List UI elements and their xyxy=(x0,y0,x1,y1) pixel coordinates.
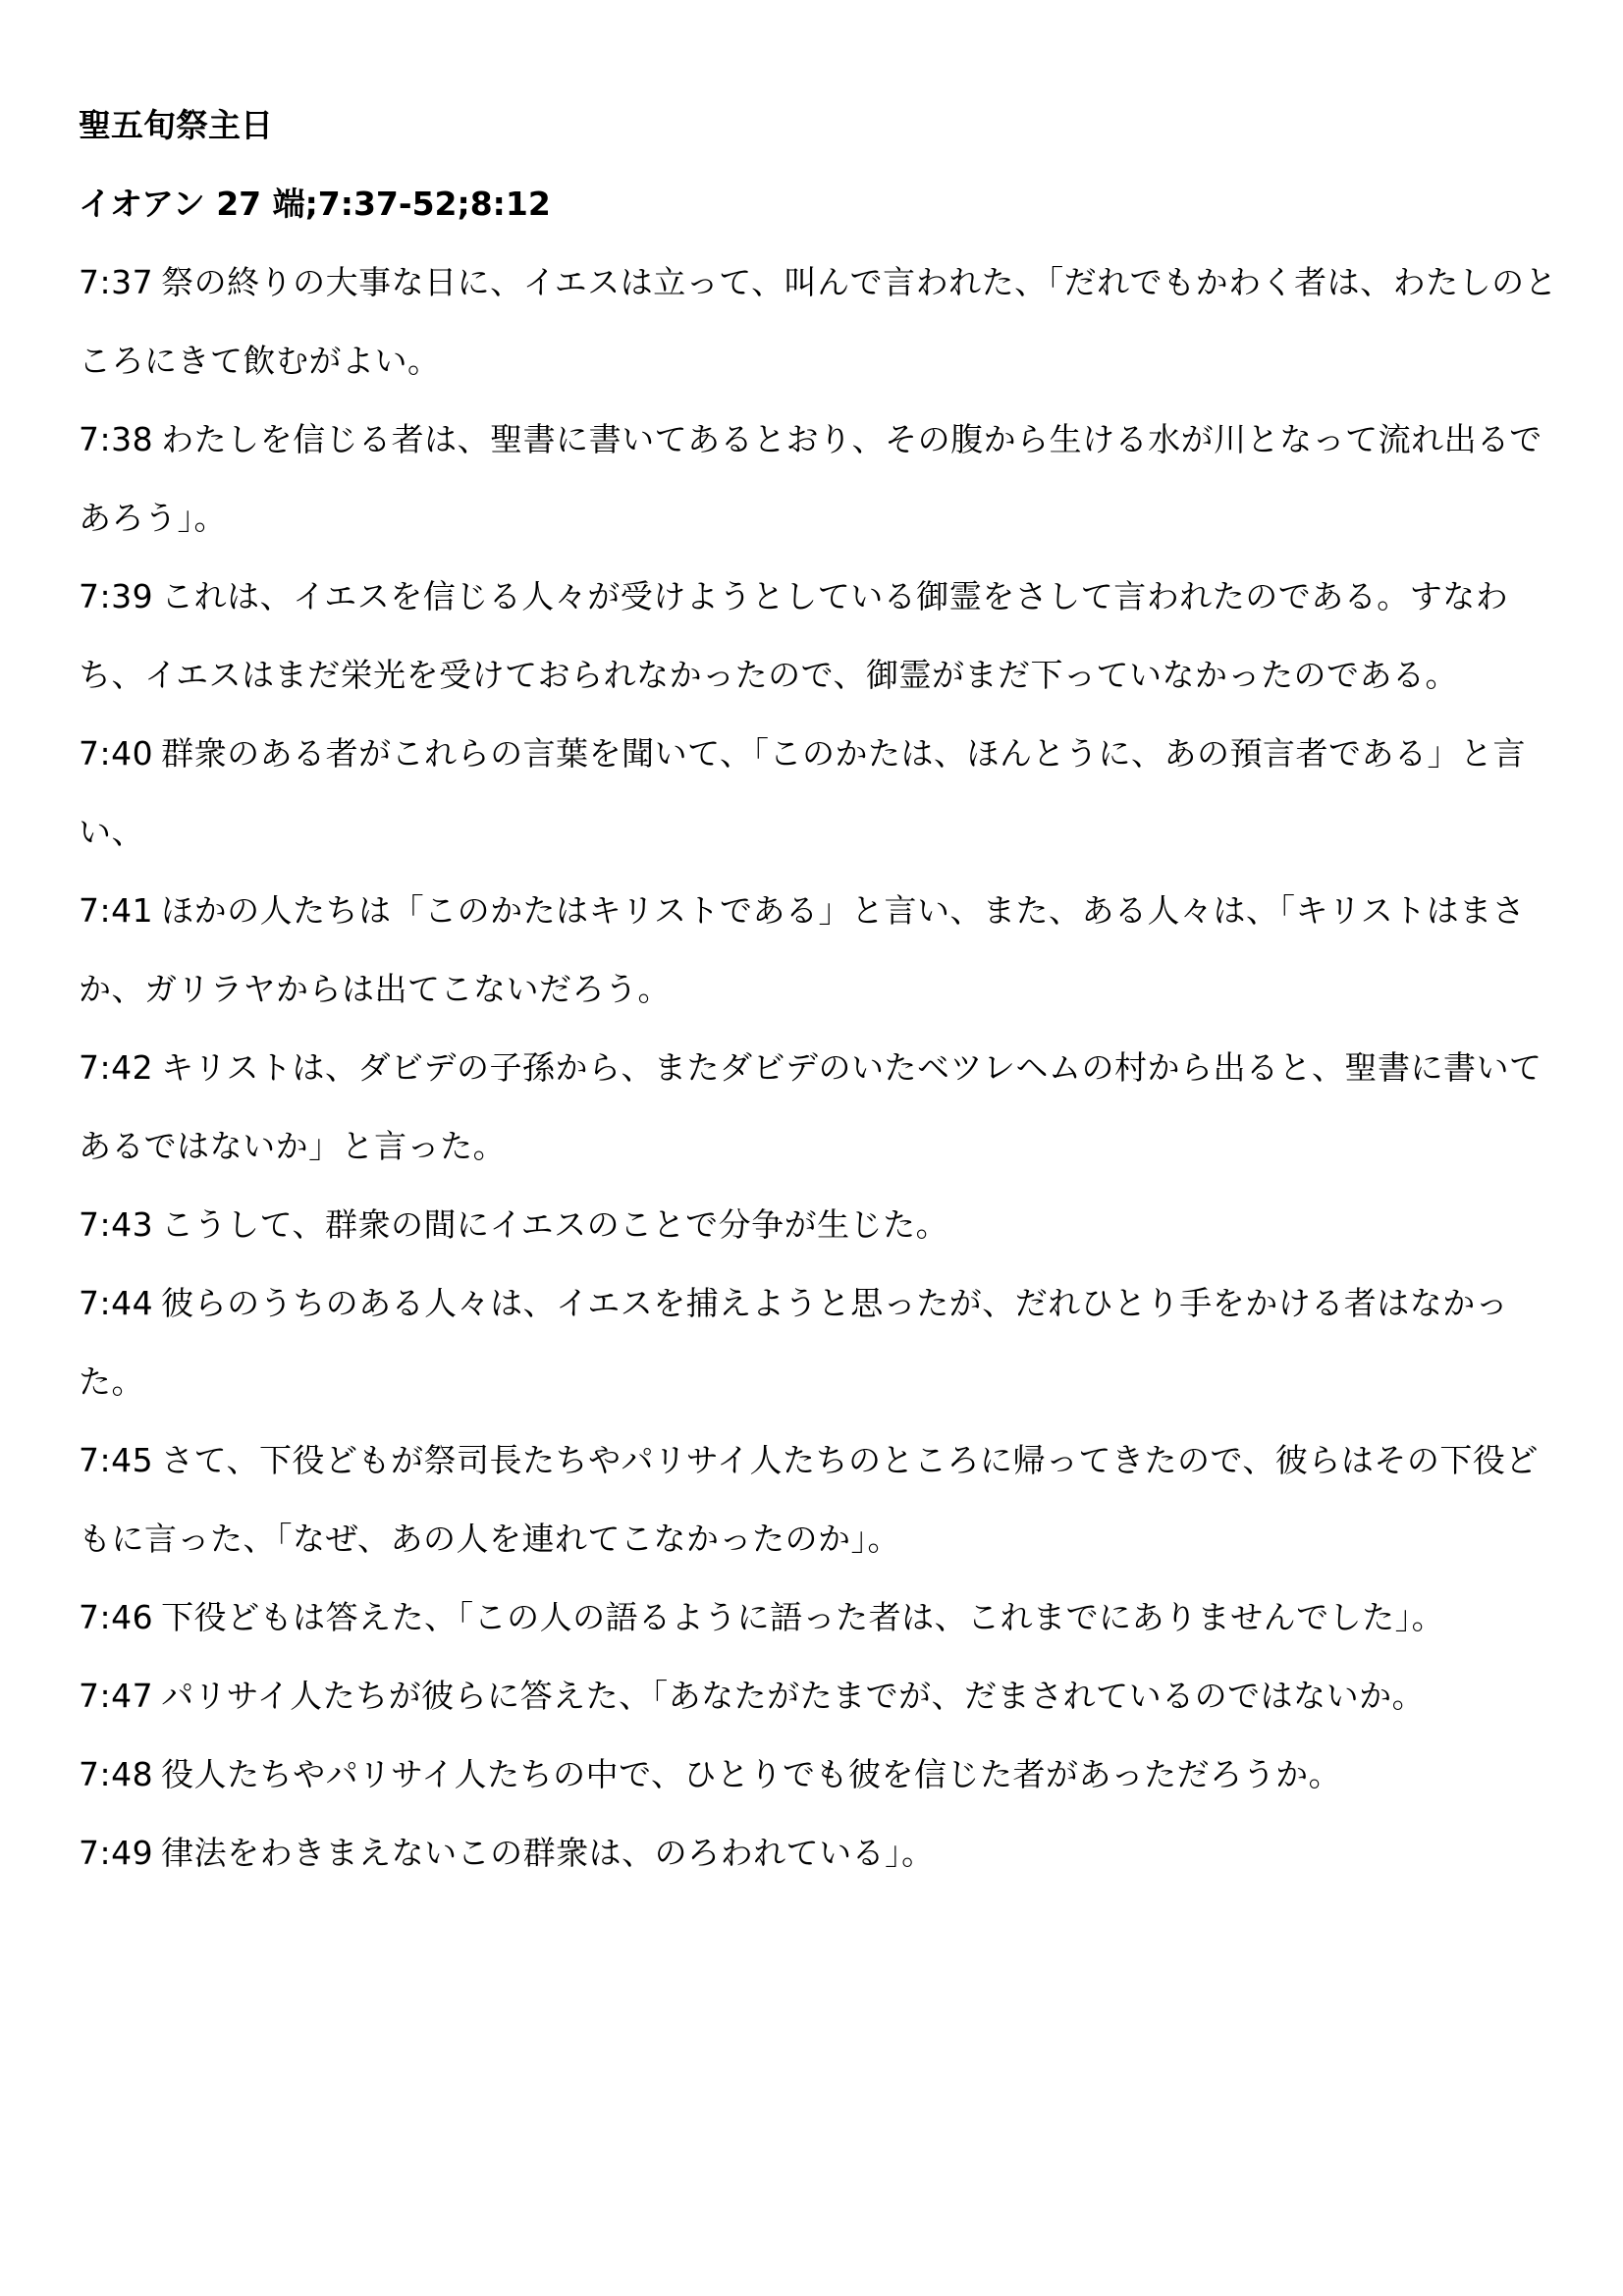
verse-ref: 7:39 xyxy=(79,577,154,615)
verse-7-37 xyxy=(79,243,1571,400)
verse-text: これは、イエスを信じる人々が受けようとしている御霊をさして言われたのである。すなわち、イエスはまだ栄光を受けておられなかったので、御霊がまだ下っていなかったのである。 xyxy=(79,577,1509,694)
verse-ref: 7:41 xyxy=(79,891,154,930)
verse-7-49 xyxy=(79,1814,1571,1893)
verse-7-41 xyxy=(79,872,1571,1029)
verse-7-48 xyxy=(79,1735,1571,1814)
verse-ref: 7:43 xyxy=(79,1205,154,1244)
verse-list xyxy=(79,243,1571,1893)
verse-ref: 7:40 xyxy=(79,734,154,773)
verse-ref: 7:44 xyxy=(79,1284,154,1322)
verse-text: キリストは、ダビデの子孫から、またダビデのいたベツレヘムの村から出ると、聖書に書いてあるではないか」と言った。 xyxy=(79,1048,1542,1165)
verse-7-39 xyxy=(79,558,1571,715)
verse-text: わたしを信じる者は、聖書に書いてあるとおり、その腹から生ける水が川となって流れ出るであろう」。 xyxy=(79,420,1542,537)
verse-text: 祭の終りの大事な日に、イエスは立って、叫んで言われた、「だれでもかわく者は、わたしのところにきて飲むがよい。 xyxy=(79,263,1558,380)
verse-ref: 7:37 xyxy=(79,263,154,301)
verse-ref: 7:46 xyxy=(79,1598,154,1636)
verse-ref: 7:49 xyxy=(79,1834,154,1872)
verse-text: 役人たちやパリサイ人たちの中で、ひとりでも彼を信じた者があっただろうか。 xyxy=(161,1755,1342,1793)
verse-7-38 xyxy=(79,400,1571,558)
verse-ref: 7:42 xyxy=(79,1048,154,1087)
verse-text: 下役どもは答えた、「この人の語るように語った者は、これまでにありませんでした」。 xyxy=(161,1598,1445,1636)
verse-7-46 xyxy=(79,1578,1571,1657)
verse-text: 群衆のある者がこれらの言葉を聞いて、「このかたは、ほんとうに、あの預言者である」と言い、 xyxy=(79,734,1526,851)
verse-7-47 xyxy=(79,1657,1571,1735)
verse-text: さて、下役どもが祭司長たちやパリサイ人たちのところに帰ってきたので、彼らはその下役どもに言った、「なぜ、あの人を連れてこなかったのか」。 xyxy=(79,1441,1539,1558)
verse-text: パリサイ人たちが彼らに答えた、「あなたがたまでが、だまされているのではないか。 xyxy=(161,1677,1426,1715)
verse-ref: 7:38 xyxy=(79,420,154,458)
document-body xyxy=(79,86,1571,1893)
page-title: 聖五旬祭主日 xyxy=(79,106,273,144)
verse-ref: 7:48 xyxy=(79,1755,154,1793)
verse-text: 彼らのうちのある人々は、イエスを捕えようと思ったが、だれひとり手をかける者はなかった。 xyxy=(79,1284,1509,1401)
reading-reference: イオアン 27 端;7:37-52;8:12 xyxy=(79,185,551,223)
verse-7-44 xyxy=(79,1264,1571,1421)
verse-ref: 7:47 xyxy=(79,1677,154,1715)
verse-text: ほかの人たちは「このかたはキリストである」と言い、また、ある人々は、「キリストはまさか、ガリラヤからは出てこないだろう。 xyxy=(79,891,1526,1008)
verse-7-40 xyxy=(79,715,1571,872)
verse-7-42 xyxy=(79,1029,1571,1186)
verse-ref: 7:45 xyxy=(79,1441,154,1479)
verse-text: 律法をわきまえないこの群衆は、のろわれている」。 xyxy=(161,1834,935,1872)
verse-text: こうして、群衆の間にイエスのことで分争が生じた。 xyxy=(161,1205,949,1244)
verse-7-45 xyxy=(79,1421,1571,1578)
verse-7-43 xyxy=(79,1186,1571,1264)
